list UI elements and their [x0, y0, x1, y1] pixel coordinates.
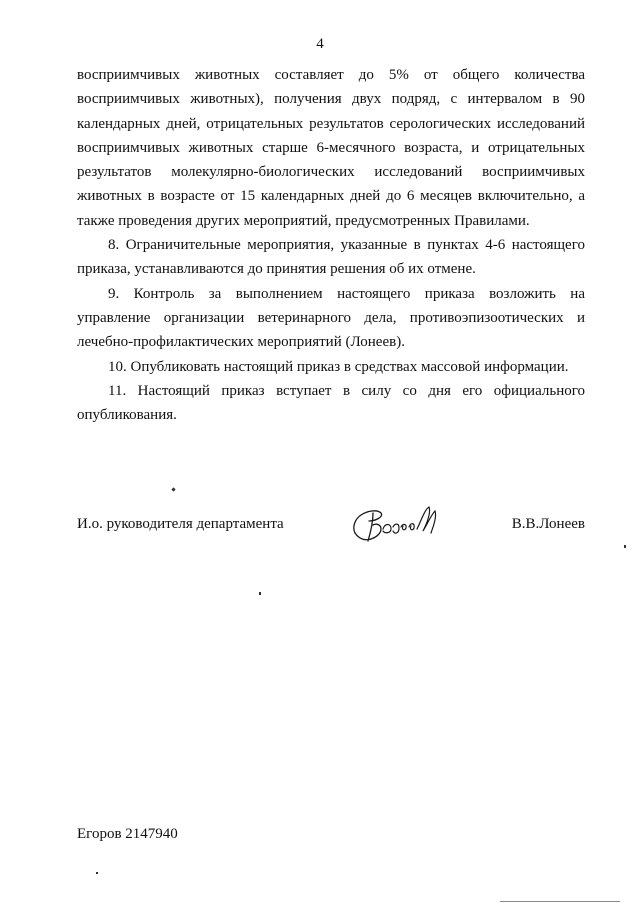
paragraph-item-10: 10. Опубликовать настоящий приказ в средствах массовой информации.: [108, 358, 569, 375]
scan-speck: [259, 592, 261, 595]
document-body: [77, 63, 585, 427]
signer-title: И.о. руководителя департамента: [77, 516, 284, 532]
paragraph-continuation: восприимчивых животных составляет до 5% от общего количества восприимчивых животных), получения двух подряд, с интервалом в 90 календарных дней, отрицательных результатов серологических исследований восприимчивых животных старше 6-месячного возраста, и отрицательных результатов молекулярно-биологических исследований восприимчивых животных в возрасте от 15 календарных дней до 6 месяцев включительно, а также проведения других мероприятий, предусмотренных Правилами.: [77, 67, 585, 229]
paragraph-item-8: 8. Ограничительные мероприятия, указанные в пунктах 4-6 настоящего приказа, устанавливаются до принятия решения об их отмене.: [77, 237, 585, 278]
page-number: 4: [316, 36, 324, 52]
scan-speck: [96, 872, 98, 874]
handwritten-signature: [351, 503, 451, 547]
scan-speck: [171, 487, 175, 491]
signature-block: [77, 511, 585, 537]
paragraph-item-9: 9. Контроль за выполнением настоящего приказа возложить на управление организации ветеринарного дела, противоэпизоотических и лечебно-профилактических мероприятий (Лонеев).: [77, 285, 585, 351]
scan-speck: [500, 901, 620, 902]
footer-author: Егоров 2147940: [77, 826, 178, 842]
paragraph-item-11: 11. Настоящий приказ вступает в силу со дня его официального опубликования.: [77, 382, 585, 424]
signer-name: В.В.Лонеев: [511, 516, 585, 532]
scan-speck: [624, 545, 626, 548]
